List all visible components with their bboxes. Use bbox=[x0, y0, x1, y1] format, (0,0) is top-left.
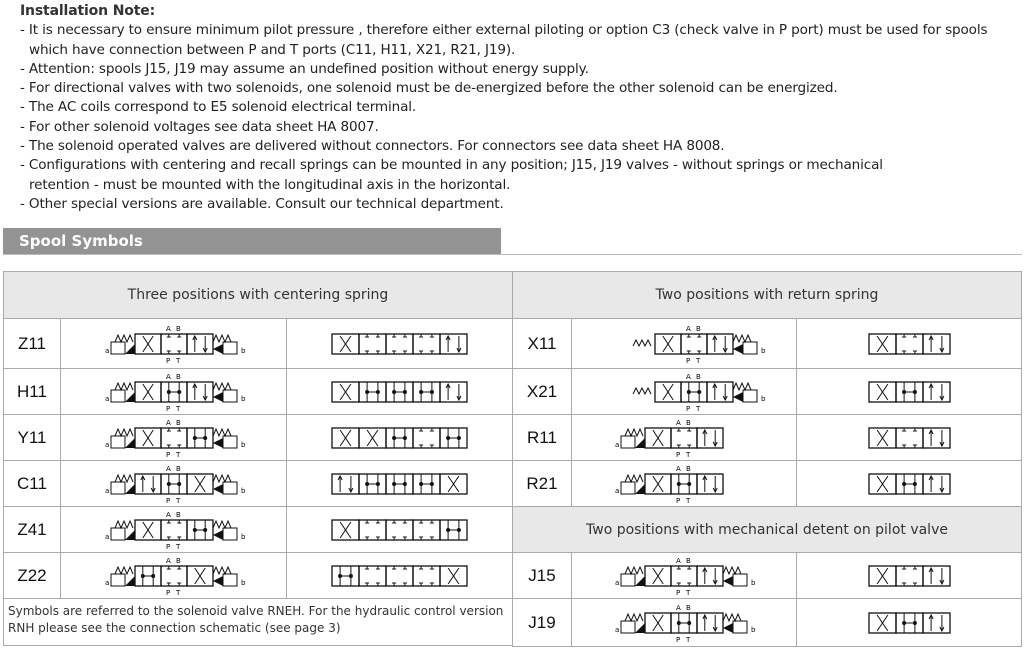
simplified-symbol-icon bbox=[868, 426, 951, 450]
valve-symbol-icon bbox=[84, 416, 264, 460]
svg-text:A: A bbox=[686, 372, 691, 381]
spool-code: H11 bbox=[3, 368, 61, 415]
svg-text:P: P bbox=[165, 356, 170, 365]
svg-text:B: B bbox=[696, 372, 701, 381]
svg-text:b: b bbox=[240, 394, 245, 403]
simplified-symbol-cell bbox=[286, 318, 513, 369]
svg-text:T: T bbox=[686, 496, 691, 505]
svg-text:T: T bbox=[175, 450, 180, 459]
svg-text:a: a bbox=[104, 578, 109, 587]
svg-text:T: T bbox=[175, 404, 180, 413]
symbol-cell bbox=[571, 460, 797, 507]
svg-text:B: B bbox=[696, 324, 701, 333]
symbol-cell bbox=[60, 506, 287, 553]
svg-text:a: a bbox=[615, 440, 620, 449]
simplified-symbol-icon bbox=[868, 380, 951, 404]
left-header: Three positions with centering spring bbox=[3, 271, 513, 319]
svg-text:a: a bbox=[104, 486, 109, 495]
svg-text:B: B bbox=[175, 418, 181, 427]
svg-text:B: B bbox=[175, 510, 181, 519]
spool-code: J19 bbox=[512, 598, 572, 647]
valve-symbol-icon bbox=[594, 416, 774, 460]
svg-text:A: A bbox=[165, 464, 171, 473]
svg-text:a: a bbox=[104, 394, 109, 403]
simplified-symbol-cell bbox=[796, 414, 1022, 461]
valve-symbol-icon bbox=[84, 370, 264, 414]
divider bbox=[3, 254, 1022, 255]
simplified-symbol-icon bbox=[331, 332, 468, 356]
simplified-symbol-icon bbox=[331, 472, 468, 496]
section-title: Spool Symbols bbox=[3, 228, 501, 254]
symbol-cell bbox=[571, 368, 797, 415]
svg-text:a: a bbox=[615, 578, 620, 587]
note-line: - Other special versions are available. Consult our technical department. bbox=[20, 195, 504, 212]
svg-text:B: B bbox=[175, 464, 181, 473]
svg-text:a: a bbox=[615, 486, 620, 495]
svg-text:B: B bbox=[175, 324, 181, 333]
svg-text:T: T bbox=[175, 356, 180, 365]
note-line: - Attention: spools J15, J19 may assume an undefined position without energy supply. bbox=[20, 60, 589, 77]
simplified-symbol-cell bbox=[796, 318, 1022, 369]
svg-text:P: P bbox=[165, 542, 170, 551]
svg-text:P: P bbox=[165, 588, 170, 597]
svg-text:B: B bbox=[686, 556, 691, 565]
note-line: - For other solenoid voltages see data sheet HA 8007. bbox=[20, 118, 379, 135]
valve-symbol-icon bbox=[594, 554, 774, 598]
svg-text:T: T bbox=[175, 588, 180, 597]
spool-code: X11 bbox=[512, 318, 572, 369]
valve-symbol-icon bbox=[594, 462, 774, 506]
symbol-cell bbox=[60, 318, 287, 369]
svg-text:P: P bbox=[165, 404, 170, 413]
svg-text:T: T bbox=[696, 356, 701, 365]
note-line: - It is necessary to ensure minimum pilot pressure , therefore either external piloting or option C3 (check valve in P port) must be used for spools bbox=[20, 22, 988, 39]
svg-text:A: A bbox=[165, 556, 171, 565]
installation-notes bbox=[20, 2, 987, 214]
svg-text:P: P bbox=[676, 588, 681, 597]
simplified-symbol-icon bbox=[868, 332, 951, 356]
note-line: - The AC coils correspond to E5 solenoid electrical terminal. bbox=[20, 99, 417, 116]
svg-text:A: A bbox=[165, 510, 171, 519]
svg-text:P: P bbox=[686, 404, 691, 413]
svg-text:b: b bbox=[761, 394, 766, 403]
simplified-symbol-cell bbox=[286, 368, 513, 415]
svg-text:b: b bbox=[751, 625, 756, 634]
svg-text:A: A bbox=[165, 372, 171, 381]
spool-code: Z22 bbox=[3, 552, 61, 599]
symbol-cell bbox=[60, 552, 287, 599]
note-line: - The solenoid operated valves are delivered without connectors. For connectors see data sheet HA 8008. bbox=[20, 138, 725, 155]
spool-code: Y11 bbox=[3, 414, 61, 461]
detent-header: Two positions with mechanical detent on pilot valve bbox=[512, 506, 1022, 553]
svg-text:A: A bbox=[676, 418, 681, 427]
svg-text:P: P bbox=[676, 450, 681, 459]
svg-text:T: T bbox=[696, 404, 701, 413]
valve-symbol-icon bbox=[84, 554, 264, 598]
svg-text:P: P bbox=[165, 496, 170, 505]
symbol-cell bbox=[60, 414, 287, 461]
simplified-symbol-cell bbox=[796, 368, 1022, 415]
svg-text:b: b bbox=[240, 346, 245, 355]
svg-text:a: a bbox=[104, 346, 109, 355]
simplified-symbol-icon bbox=[331, 564, 468, 588]
simplified-symbol-cell bbox=[286, 414, 513, 461]
svg-text:b: b bbox=[240, 578, 245, 587]
note-line: - Configurations with centering and recall springs can be mounted in any position; J15, J19 valves - without springs or mechanical bbox=[20, 157, 883, 174]
svg-text:b: b bbox=[761, 346, 766, 355]
footnote: Symbols are referred to the solenoid valve RNEH. For the hydraulic control version RNH please see the connection schematic (see page 3) bbox=[3, 598, 513, 646]
simplified-symbol-cell bbox=[796, 552, 1022, 599]
symbol-cell bbox=[571, 598, 797, 647]
spool-code: R11 bbox=[512, 414, 572, 461]
svg-text:T: T bbox=[175, 496, 180, 505]
spool-code: X21 bbox=[512, 368, 572, 415]
svg-text:B: B bbox=[686, 464, 691, 473]
note-line: which have connection between P and T ports (C11, H11, X21, R21, J19). bbox=[29, 41, 516, 58]
spool-code: J15 bbox=[512, 552, 572, 599]
simplified-symbol-cell bbox=[286, 506, 513, 553]
simplified-symbol-cell bbox=[286, 460, 513, 507]
simplified-symbol-icon bbox=[868, 564, 951, 588]
svg-text:P: P bbox=[676, 496, 681, 505]
simplified-symbol-icon bbox=[868, 472, 951, 496]
svg-text:T: T bbox=[686, 450, 691, 459]
valve-symbol-icon bbox=[84, 322, 264, 366]
svg-text:A: A bbox=[165, 418, 171, 427]
svg-text:B: B bbox=[686, 603, 691, 612]
valve-symbol-icon bbox=[594, 601, 774, 645]
spool-code: Z11 bbox=[3, 318, 61, 369]
symbol-cell bbox=[60, 460, 287, 507]
svg-text:B: B bbox=[686, 418, 691, 427]
svg-text:A: A bbox=[676, 464, 681, 473]
simplified-symbol-icon bbox=[331, 426, 468, 450]
svg-text:a: a bbox=[615, 625, 620, 634]
svg-text:a: a bbox=[104, 440, 109, 449]
symbol-cell bbox=[60, 368, 287, 415]
svg-text:P: P bbox=[686, 356, 691, 365]
svg-text:b: b bbox=[240, 532, 245, 541]
simplified-symbol-cell bbox=[796, 598, 1022, 647]
spool-code: Z41 bbox=[3, 506, 61, 553]
svg-text:b: b bbox=[240, 440, 245, 449]
valve-symbol-icon bbox=[594, 370, 774, 414]
notes-title: Installation Note: bbox=[20, 3, 156, 19]
simplified-symbol-cell bbox=[286, 552, 513, 599]
note-line: retention - must be mounted with the longitudinal axis in the horizontal. bbox=[29, 176, 511, 193]
simplified-symbol-icon bbox=[331, 518, 468, 542]
svg-text:A: A bbox=[165, 324, 171, 333]
simplified-symbol-icon bbox=[331, 380, 468, 404]
svg-text:T: T bbox=[686, 635, 691, 644]
spool-code: R21 bbox=[512, 460, 572, 507]
spool-code: C11 bbox=[3, 460, 61, 507]
svg-text:P: P bbox=[676, 635, 681, 644]
simplified-symbol-icon bbox=[868, 611, 951, 635]
svg-text:A: A bbox=[676, 556, 681, 565]
note-line: - For directional valves with two solenoids, one solenoid must be de-energized before the other solenoid can be energized. bbox=[20, 80, 838, 97]
symbol-cell bbox=[571, 552, 797, 599]
svg-text:B: B bbox=[175, 556, 181, 565]
svg-text:T: T bbox=[175, 542, 180, 551]
svg-text:b: b bbox=[751, 578, 756, 587]
svg-text:a: a bbox=[104, 532, 109, 541]
valve-symbol-icon bbox=[594, 322, 774, 366]
valve-symbol-icon bbox=[84, 462, 264, 506]
symbol-cell bbox=[571, 414, 797, 461]
svg-text:A: A bbox=[686, 324, 691, 333]
svg-text:B: B bbox=[175, 372, 181, 381]
svg-text:T: T bbox=[686, 588, 691, 597]
valve-symbol-icon bbox=[84, 508, 264, 552]
symbol-cell bbox=[571, 318, 797, 369]
right-header: Two positions with return spring bbox=[512, 271, 1022, 319]
svg-text:P: P bbox=[165, 450, 170, 459]
svg-text:A: A bbox=[676, 603, 681, 612]
svg-text:b: b bbox=[240, 486, 245, 495]
simplified-symbol-cell bbox=[796, 460, 1022, 507]
